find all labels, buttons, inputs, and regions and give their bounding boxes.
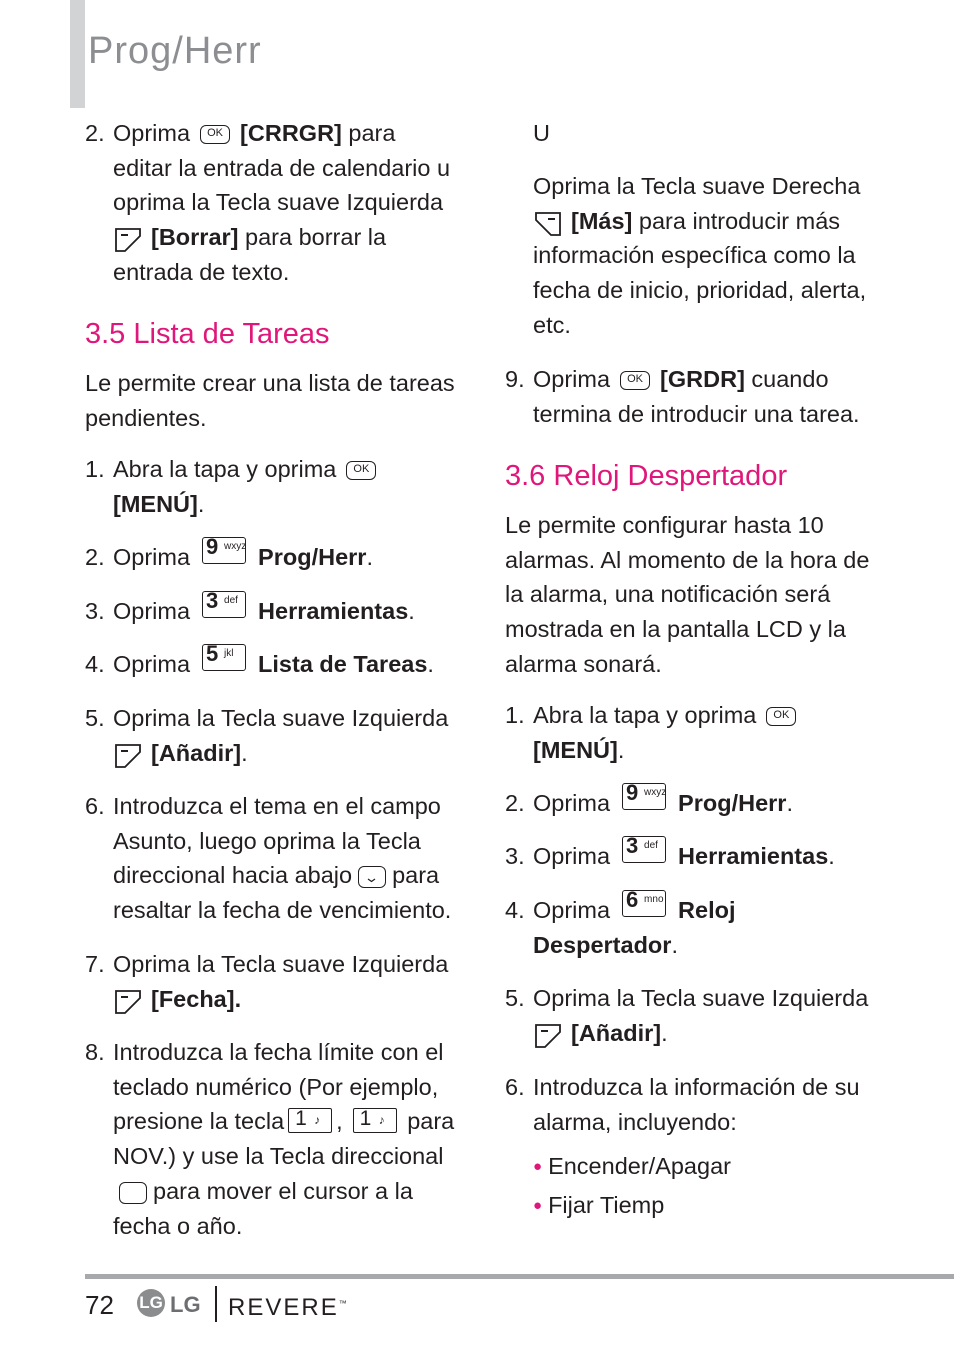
key-5-icon: 5 jkl bbox=[202, 644, 246, 671]
brand-separator bbox=[215, 1286, 217, 1322]
alarm-intro: Le permite configurar hasta 10 alarmas. Al momento de la hora de la alarma, una notificación será mostrada en la pantalla LCD y la alarma sonará. bbox=[505, 512, 870, 677]
tasks-step-9: 9. Oprima OK [GRDR] cuando termina de introducir una tarea. bbox=[505, 366, 860, 427]
key-3-icon: 3 def bbox=[202, 591, 246, 618]
alarm-step-3: 3. Oprima 3 def Herramientas. bbox=[505, 833, 835, 869]
page-number: 72 bbox=[85, 1290, 114, 1320]
key-1-icon: 1 ♪ bbox=[288, 1108, 332, 1133]
section-title-alarm: 3.6 Reloj Despertador bbox=[505, 460, 788, 492]
ok-key-icon: OK bbox=[200, 125, 230, 144]
tasks-step-8: 8. Introduzca la fecha límite con el teclado numérico (Por ejemplo, presione la tecla 1 ♪ , 1 ♪ para NOV.) y use la Tecla direccionalpara mover el cursor a la fecha o año. bbox=[85, 1039, 455, 1239]
dpad-icon bbox=[119, 1182, 147, 1204]
ok-key-icon: OK bbox=[766, 707, 796, 726]
left-soft-key-icon bbox=[113, 988, 143, 1014]
ok-key-icon: OK bbox=[346, 461, 376, 480]
tasks-step-6: 6. Introduzca el tema en el campo Asunto, luego oprima la Tecla direccional hacia abajo para resaltar la fecha de vencimiento. bbox=[85, 793, 452, 924]
tasks-step-2: 2. Oprima 9 wxyz Prog/Herr. bbox=[85, 534, 373, 570]
continuation-u: U bbox=[533, 120, 550, 146]
step-2-crrgr: 2. Oprima OK [CRRGR] para editar la entrada de calendario u oprima la Tecla suave Izquierda [Borrar] para borrar la entrada de texto. bbox=[85, 120, 451, 285]
footer-rule bbox=[85, 1274, 954, 1279]
left-soft-key-icon bbox=[533, 1022, 563, 1048]
tasks-step-3: 3. Oprima 3 def Herramientas. bbox=[85, 588, 415, 624]
alarm-bullet-list bbox=[505, 1149, 885, 1226]
alarm-step-1: 1. Abra la tapa y oprima OK [MENÚ]. bbox=[505, 698, 885, 767]
tasks-step-1: 1. Abra la tapa y oprima OK [MENÚ]. bbox=[85, 452, 455, 521]
page-title: Prog/Herr bbox=[88, 30, 262, 72]
key-9-icon: 9 wxyz bbox=[202, 537, 246, 564]
section-title-tasks: 3.5 Lista de Tareas bbox=[85, 318, 330, 350]
tasks-step-7: 7. Oprima la Tecla suave Izquierda [Fecha]. bbox=[85, 951, 449, 1012]
alarm-step-5: 5. Oprima la Tecla suave Izquierda [Añadir]. bbox=[505, 985, 869, 1046]
list-item: ● Encender/Apagar bbox=[533, 1149, 885, 1188]
header-bar bbox=[70, 0, 85, 108]
lg-logo-icon: LG bbox=[137, 1289, 165, 1317]
tasks-step-4: 4. Oprima 5 jkl Lista de Tareas. bbox=[85, 641, 434, 677]
left-soft-key-icon bbox=[113, 742, 143, 768]
ok-key-icon: OK bbox=[620, 371, 650, 390]
brand-name: REVERE™ bbox=[228, 1294, 347, 1321]
more-paragraph: Oprima la Tecla suave Derecha [Más] para introducir más información específica como la fecha de inicio, prioridad, alerta, etc. bbox=[533, 173, 867, 338]
key-3-icon: 3 def bbox=[622, 836, 666, 863]
tasks-intro: Le permite crear una lista de tareas pendientes. bbox=[85, 370, 455, 431]
alarm-step-6: 6. Introduzca la información de su alarma, incluyendo: bbox=[505, 1074, 860, 1135]
left-soft-key-icon bbox=[113, 226, 143, 252]
lg-logo-text: LG bbox=[170, 1292, 201, 1317]
tasks-step-5: 5. Oprima la Tecla suave Izquierda [Añadir]. bbox=[85, 705, 449, 766]
key-6-icon: 6 mno bbox=[622, 890, 666, 917]
key-9-icon: 9 wxyz bbox=[622, 783, 666, 810]
dpad-down-icon bbox=[358, 866, 386, 888]
right-soft-key-icon bbox=[533, 210, 563, 236]
alarm-step-2: 2. Oprima 9 wxyz Prog/Herr. bbox=[505, 780, 793, 816]
list-item: ● Fijar Tiemp bbox=[533, 1188, 885, 1227]
alarm-step-4: 4. Oprima 6 mno Reloj Despertador. bbox=[505, 887, 736, 958]
key-1-icon: 1 ♪ bbox=[353, 1108, 397, 1133]
